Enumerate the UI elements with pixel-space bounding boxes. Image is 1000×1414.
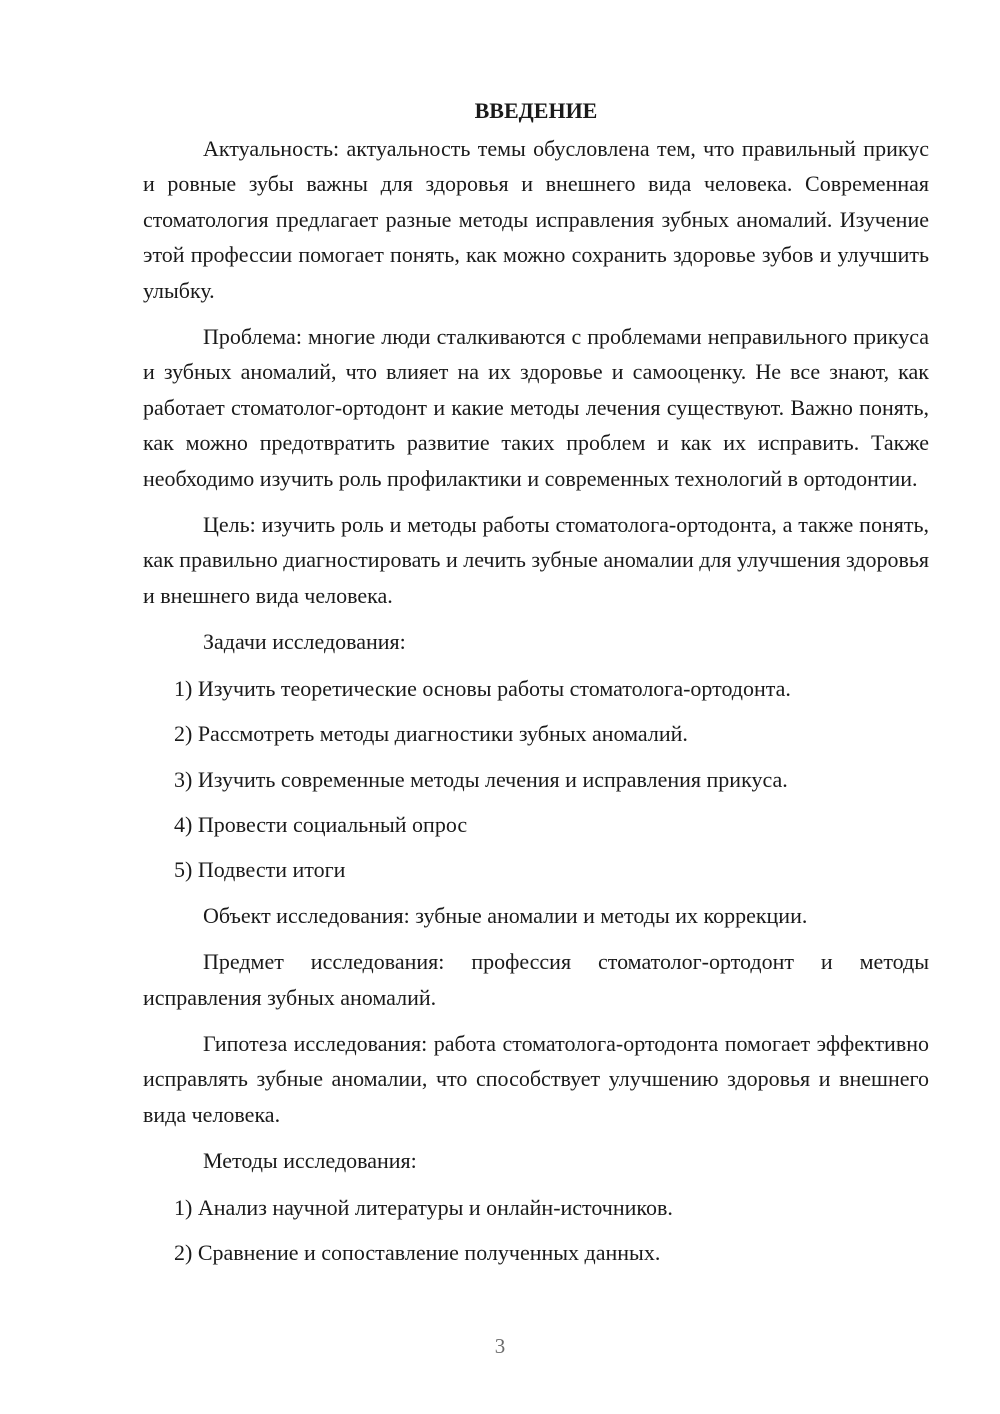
list-item: 3) Изучить современные методы лечения и исправления прикуса.	[174, 766, 788, 792]
hypothesis-paragraph: Гипотеза исследования: работа стоматолога-ортодонта помогает эффективно исправлять зубные аномалии, что способствует улучшению здоровья и внешнего вида человека.	[143, 1030, 929, 1127]
subject-paragraph: Предмет исследования: профессия стоматолог-ортодонт и методы исправления зубных аномалий.	[143, 949, 929, 1010]
object-paragraph: Объект исследования: зубные аномалии и методы их коррекции.	[203, 902, 808, 928]
tasks-list	[143, 671, 929, 888]
section-title: ВВЕДЕНИЕ	[474, 98, 598, 123]
list-item: 1) Изучить теоретические основы работы стоматолога-ортодонта.	[174, 675, 791, 701]
methods-heading: Методы исследования:	[203, 1148, 417, 1174]
document-page	[143, 93, 929, 1280]
list-item: 2) Рассмотреть методы диагностики зубных аномалий.	[174, 721, 688, 747]
goal-paragraph: Цель: изучить роль и методы работы стоматолога-ортодонта, а также понять, как правильно диагностировать и лечить зубные аномалии для улучшения здоровья и внешнего вида человека.	[143, 512, 930, 608]
problem-paragraph: Проблема: многие люди сталкиваются с проблемами неправильного прикуса и зубных аномалий, что влияет на их здоровье и самооценку. Не все знают, как работает стоматолог-ортодонт и какие методы лечения существуют. Важно понять, как можно предотвратить развитие таких проблем и как их исправить. Также необходимо изучить роль профилактики и современных технологий в ортодонтии.	[143, 324, 929, 491]
list-item: 2) Сравнение и сопоставление полученных данных.	[174, 1239, 661, 1265]
list-item: 4) Провести социальный опрос	[174, 811, 468, 837]
methods-list	[143, 1190, 929, 1271]
page-number: 3	[494, 1334, 506, 1358]
list-item: 5) Подвести итоги	[174, 857, 346, 883]
list-item: 1) Анализ научной литературы и онлайн-источников.	[174, 1194, 673, 1220]
relevance-paragraph: Актуальность: актуальность темы обусловлена тем, что правильный прикус и ровные зубы важны для здоровья и внешнего вида человека. Современная стоматология предлагает разные методы исправления зубных аномалий. Изучение этой профессии помогает понять, как можно сохранить здоровье зубов и улучшить улыбку.	[143, 136, 929, 303]
tasks-heading: Задачи исследования:	[203, 629, 406, 655]
